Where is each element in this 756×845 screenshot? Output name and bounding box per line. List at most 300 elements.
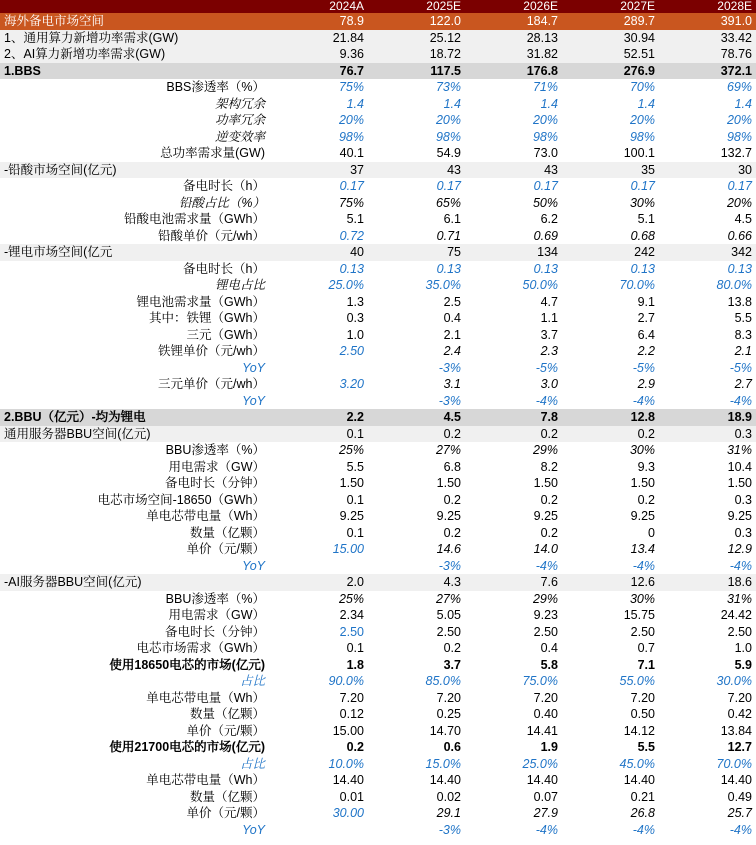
row-value: 1.0	[734, 641, 752, 655]
col-header: 2027E	[620, 0, 655, 13]
row-value: 3.7	[443, 657, 461, 672]
row-value: 0.2	[540, 525, 558, 540]
row-value: 0.50	[630, 707, 655, 721]
row-value: 50%	[532, 195, 558, 210]
row-value: 14.40	[623, 773, 655, 787]
table-row	[0, 360, 756, 377]
row-value: 2.50	[436, 624, 461, 639]
row-value: 4.5	[443, 410, 461, 424]
row-value: 5.9	[734, 657, 752, 672]
row-value: 6.1	[443, 212, 461, 226]
row-value: 1.4	[443, 96, 461, 111]
row-label: 1.BBS	[4, 63, 41, 78]
row-value: 98%	[629, 129, 655, 144]
row-value: 0.3	[734, 426, 752, 441]
row-label: 1、通用算力新增功率需求(GW)	[4, 30, 179, 45]
row-value: 0.2	[637, 492, 655, 507]
row-value: 0.25	[436, 707, 461, 721]
row-value: -4%	[632, 393, 655, 408]
row-value: -4%	[729, 822, 752, 837]
row-value: 7.20	[727, 690, 752, 705]
row-value: 98%	[435, 129, 461, 144]
row-value: 342	[731, 245, 752, 259]
row-value: 0.3	[734, 525, 752, 540]
col-header: 2025E	[426, 0, 461, 13]
table-row	[0, 673, 756, 690]
row-value: -4%	[729, 558, 752, 573]
table-row	[0, 508, 756, 525]
row-label: YoY	[242, 393, 265, 408]
row-label: 总功率需求量(GW)	[160, 146, 265, 160]
row-value: 90.0%	[328, 674, 364, 688]
row-value: 25%	[338, 591, 364, 606]
row-value: 0.66	[727, 228, 752, 243]
row-value: 2.1	[734, 344, 752, 358]
row-value: 0.02	[436, 789, 461, 804]
row-value: -3%	[438, 558, 461, 573]
table-row	[0, 96, 756, 113]
row-value: -5%	[535, 360, 558, 375]
row-value: 27%	[435, 591, 461, 606]
table-row	[0, 459, 756, 476]
row-value: 2.3	[540, 344, 558, 358]
row-label: YoY	[242, 822, 265, 837]
table-row	[0, 46, 756, 63]
row-value: 3.1	[443, 377, 461, 391]
row-label: 使用18650电芯的市场(亿元)	[109, 657, 265, 672]
row-value: 9.1	[637, 294, 655, 309]
row-value: 9.25	[727, 509, 752, 523]
row-value: 0.1	[346, 492, 364, 507]
row-value: 0	[648, 525, 655, 540]
row-value: 2.50	[727, 624, 752, 639]
row-value: 20%	[338, 113, 364, 127]
row-value: 50.0%	[522, 278, 558, 292]
row-value: 30%	[629, 443, 655, 457]
row-value: 20%	[726, 113, 752, 127]
table-row	[0, 558, 756, 575]
row-label: BBU渗透率（%）	[165, 591, 265, 606]
table-row	[0, 657, 756, 674]
row-value: 4.5	[734, 212, 752, 226]
row-value: 30%	[629, 591, 655, 606]
row-value: 9.25	[533, 509, 558, 523]
row-label: 海外备电市场空间	[4, 14, 105, 28]
row-value: 65%	[435, 195, 461, 210]
row-value: -4%	[535, 558, 558, 573]
row-value: 0.69	[533, 228, 558, 243]
row-value: 5.8	[540, 657, 558, 672]
row-value: 7.8	[540, 410, 558, 424]
row-value: 0.17	[533, 179, 558, 193]
row-label: 数量（亿颗）	[189, 707, 265, 721]
row-label: -AI服务器BBU空间(亿元)	[4, 575, 142, 589]
row-value: 0.12	[339, 707, 364, 721]
table-row	[0, 211, 756, 228]
table-row	[0, 525, 756, 542]
row-value: 75	[447, 245, 461, 259]
row-value: -5%	[632, 360, 655, 375]
row-label: 逆变效率	[214, 129, 265, 144]
row-value: 54.9	[436, 146, 461, 160]
row-label: 铅酸单价（元/wh）	[158, 228, 265, 243]
row-label: BBU渗透率（%）	[165, 443, 265, 457]
row-value: 14.12	[623, 723, 655, 738]
row-value: 2.50	[339, 344, 364, 358]
row-value: 0.17	[339, 179, 364, 193]
table-row	[0, 442, 756, 459]
row-value: 13.8	[727, 294, 752, 309]
row-value: 1.50	[727, 476, 752, 490]
row-value: 1.4	[540, 96, 558, 111]
row-value: 289.7	[623, 14, 655, 28]
row-label: 数量（亿颗）	[189, 789, 265, 804]
table-row	[0, 475, 756, 492]
row-value: 0.2	[443, 492, 461, 507]
table-row	[0, 112, 756, 129]
row-value: 20%	[532, 113, 558, 127]
row-label: YoY	[242, 558, 265, 573]
row-value: 1.0	[346, 327, 364, 342]
row-value: 35.0%	[425, 278, 461, 292]
row-label: 单电芯带电量（Wh）	[146, 509, 265, 523]
row-value: 20%	[726, 195, 752, 210]
table-row	[0, 541, 756, 558]
row-value: 0.17	[436, 179, 461, 193]
row-value: 0.2	[637, 426, 655, 441]
table-row	[0, 789, 756, 806]
row-value: 0.4	[443, 311, 461, 325]
row-value: 21.84	[332, 30, 364, 45]
table-row	[0, 277, 756, 294]
row-value: 9.25	[436, 509, 461, 523]
row-value: 276.9	[623, 63, 655, 78]
row-value: 0.6	[443, 740, 461, 754]
row-label: 备电时长（h）	[183, 261, 265, 276]
row-value: 71%	[532, 80, 558, 94]
row-value: 0.01	[339, 789, 364, 804]
row-label: 数量（亿颗）	[189, 525, 265, 540]
col-header: 2026E	[523, 0, 558, 13]
row-value: 76.7	[339, 63, 364, 78]
table-row	[0, 195, 756, 212]
row-value: 28.13	[526, 30, 558, 45]
row-label: 锂电池需求量（GWh）	[136, 294, 265, 309]
row-value: 2.0	[346, 575, 364, 589]
row-label: 备电时长（分钟）	[164, 476, 265, 490]
row-value: 1.50	[533, 476, 558, 490]
table-row	[0, 376, 756, 393]
row-value: 15.00	[332, 542, 364, 556]
row-value: 85.0%	[425, 674, 461, 688]
row-value: 31%	[726, 443, 752, 457]
row-value: 5.05	[436, 608, 461, 622]
row-value: 184.7	[526, 14, 558, 28]
row-value: 6.8	[443, 459, 461, 474]
row-label: 电芯市场需求（GWh）	[136, 641, 265, 655]
row-value: 0.71	[436, 228, 461, 243]
row-value: 2.2	[346, 410, 364, 424]
table-row	[0, 640, 756, 657]
row-value: 0.2	[443, 641, 461, 655]
row-value: 2.2	[637, 344, 655, 358]
row-label: 用电需求（GW）	[168, 608, 265, 622]
row-label: 占比	[239, 756, 265, 771]
row-value: 1.4	[734, 96, 752, 111]
row-value: 100.1	[623, 146, 655, 160]
row-value: 27%	[435, 443, 461, 457]
row-value: 12.7	[727, 740, 752, 754]
row-label: 单电芯带电量（Wh）	[146, 690, 265, 705]
header-corner	[0, 0, 271, 13]
row-label: 单价（元/颗）	[186, 806, 265, 820]
row-value: 18.6	[727, 575, 752, 589]
row-value: 2.7	[734, 377, 752, 391]
row-value: 43	[544, 162, 558, 177]
table-row	[0, 63, 756, 80]
table-row	[0, 574, 756, 591]
row-value: 7.20	[630, 690, 655, 705]
row-label: -锂电市场空间(亿元	[4, 245, 113, 259]
row-value: 13.84	[720, 723, 752, 738]
row-value: 98%	[726, 129, 752, 144]
row-value: 391.0	[720, 14, 752, 28]
row-value: 14.40	[526, 773, 558, 787]
row-value: 1.3	[346, 294, 364, 309]
row-value: 14.70	[429, 723, 461, 738]
row-value: -3%	[438, 822, 461, 837]
row-value: 15.75	[623, 608, 655, 622]
row-value: 12.8	[630, 410, 655, 424]
row-value: 0.4	[540, 641, 558, 655]
row-value	[271, 558, 368, 575]
row-value: 9.25	[630, 509, 655, 523]
row-value: 10.0%	[328, 756, 364, 771]
row-value: 12.9	[727, 542, 752, 556]
row-value: 0.13	[533, 261, 558, 276]
row-value: 70%	[629, 80, 655, 94]
row-label: 2、AI算力新增功率需求(GW)	[4, 47, 166, 61]
row-value: 3.7	[540, 327, 558, 342]
row-value: 2.5	[443, 294, 461, 309]
row-value: 5.1	[346, 212, 364, 226]
row-value: 0.68	[630, 228, 655, 243]
row-value: 24.42	[720, 608, 752, 622]
row-value: 0.42	[727, 707, 752, 721]
row-value: 14.0	[533, 542, 558, 556]
row-value: 13.4	[630, 542, 655, 556]
row-value: 0.7	[637, 641, 655, 655]
row-value: 14.40	[429, 773, 461, 787]
row-value: 73.0	[533, 146, 558, 160]
row-value: 0.2	[540, 492, 558, 507]
row-value: 30.94	[623, 30, 655, 45]
row-value: 27.9	[533, 806, 558, 820]
row-value: 0.1	[346, 426, 364, 441]
table-row	[0, 327, 756, 344]
row-label: 架构冗余	[214, 96, 265, 111]
row-value: 43	[447, 162, 461, 177]
row-value	[271, 360, 368, 377]
row-label: 锂电占比	[214, 278, 265, 292]
table-body	[0, 13, 756, 838]
row-value: 0.13	[436, 261, 461, 276]
row-value: 7.20	[436, 690, 461, 705]
table-row	[0, 228, 756, 245]
table-row	[0, 79, 756, 96]
row-value: 98%	[338, 129, 364, 144]
row-value: 0.07	[533, 789, 558, 804]
row-value: 2.4	[443, 344, 461, 358]
row-value: 3.0	[540, 377, 558, 391]
row-label: 用电需求（GW）	[168, 459, 265, 474]
row-value: 1.50	[436, 476, 461, 490]
row-label: 占比	[239, 674, 265, 688]
row-value: 70.0%	[716, 756, 752, 771]
row-value: 1.1	[540, 311, 558, 325]
row-label: 其中：铁锂（GWh）	[149, 311, 265, 325]
row-value: 0.2	[346, 740, 364, 754]
row-value: 25.7	[727, 806, 752, 820]
row-value: 9.23	[533, 608, 558, 622]
row-value: 9.25	[339, 509, 364, 523]
row-value: 33.42	[720, 30, 752, 45]
row-value: 122.0	[429, 14, 461, 28]
table-row	[0, 624, 756, 641]
row-value: 55.0%	[619, 674, 655, 688]
row-label: 单电芯带电量（Wh）	[146, 773, 265, 787]
row-value: 30	[738, 162, 752, 177]
row-value: 7.1	[637, 657, 655, 672]
table-row	[0, 492, 756, 509]
row-label: -铅酸市场空间(亿元)	[4, 162, 117, 177]
row-value: 73%	[435, 80, 461, 94]
row-value: 25.12	[429, 30, 461, 45]
row-value: 8.2	[540, 459, 558, 474]
row-value: 18.9	[727, 410, 752, 424]
row-value: 4.7	[540, 294, 558, 309]
row-value: 0.2	[443, 426, 461, 441]
row-value: 7.20	[339, 690, 364, 705]
row-value	[271, 822, 368, 839]
table-row	[0, 129, 756, 146]
row-value: 0.13	[630, 261, 655, 276]
row-value: 30.00	[332, 806, 364, 820]
row-value: 30%	[629, 195, 655, 210]
row-value: 98%	[532, 129, 558, 144]
row-value: 2.9	[637, 377, 655, 391]
row-label: 通用服务器BBU空间(亿元)	[4, 426, 151, 441]
row-label: 备电时长（h）	[183, 179, 265, 193]
row-value: 20%	[435, 113, 461, 127]
row-value: 25%	[338, 443, 364, 457]
row-value: 14.41	[526, 723, 558, 738]
table-row	[0, 426, 756, 443]
table-row	[0, 145, 756, 162]
table-row	[0, 310, 756, 327]
row-value	[271, 393, 368, 410]
row-value: 12.6	[630, 575, 655, 589]
row-value: 80.0%	[716, 278, 752, 292]
row-value: 1.50	[339, 476, 364, 490]
row-label: 三元（GWh）	[186, 327, 265, 342]
row-value: 0.49	[727, 789, 752, 804]
row-value: 2.50	[533, 624, 558, 639]
row-value: 25.0%	[522, 756, 558, 771]
row-label: 使用21700电芯的市场(亿元)	[109, 740, 265, 754]
row-value: 0.17	[630, 179, 655, 193]
row-value: 14.40	[720, 773, 752, 787]
row-value: 31.82	[526, 47, 558, 61]
row-value: 2.7	[637, 311, 655, 325]
row-label: 铅酸电池需求量（GWh）	[124, 212, 265, 226]
table-row	[0, 607, 756, 624]
row-value: 0.13	[339, 261, 364, 276]
row-value: 5.5	[346, 459, 364, 474]
row-value: 40.1	[339, 146, 364, 160]
row-value: 29%	[532, 591, 558, 606]
row-value: 26.8	[630, 806, 655, 820]
row-value: 15.0%	[425, 756, 461, 771]
row-value: 69%	[726, 80, 752, 94]
table-row	[0, 822, 756, 839]
row-value: 70.0%	[619, 278, 655, 292]
row-value: 242	[634, 245, 655, 259]
row-value: 45.0%	[619, 756, 655, 771]
row-value: 29.1	[436, 806, 461, 820]
row-value: 0.1	[346, 525, 364, 540]
row-value: 75.0%	[522, 674, 558, 688]
row-value: 1.9	[540, 740, 558, 754]
row-label: BBS渗透率（%）	[166, 80, 265, 94]
row-value: -3%	[438, 393, 461, 408]
row-value: 0.2	[540, 426, 558, 441]
table-row	[0, 178, 756, 195]
row-label: 铅酸占比（%）	[178, 195, 265, 210]
row-value: 14.40	[332, 773, 364, 787]
row-label: 备电时长（分钟）	[164, 624, 265, 639]
row-value: 0.17	[727, 179, 752, 193]
row-value: -3%	[438, 360, 461, 375]
row-value: -5%	[729, 360, 752, 375]
row-value: 134	[537, 245, 558, 259]
row-value: 29%	[532, 443, 558, 457]
table-row	[0, 690, 756, 707]
table-row	[0, 805, 756, 822]
row-value: 7.6	[540, 575, 558, 589]
row-value: 2.50	[339, 624, 364, 639]
row-value: 0.3	[346, 311, 364, 325]
table-row	[0, 723, 756, 740]
row-value: 0.13	[727, 261, 752, 276]
row-value: 75%	[338, 80, 364, 94]
row-value: 10.4	[727, 459, 752, 474]
table-row	[0, 591, 756, 608]
col-header: 2024A	[329, 0, 364, 13]
row-value: 372.1	[720, 63, 752, 78]
row-label: 2.BBU（亿元）-均为锂电	[4, 410, 146, 424]
row-value: 25.0%	[328, 278, 364, 292]
row-value: 5.1	[637, 212, 655, 226]
row-label: 铁锂单价（元/wh）	[158, 344, 265, 358]
row-value: 52.51	[623, 47, 655, 61]
row-value: 0.21	[630, 789, 655, 804]
row-value: 6.4	[637, 327, 655, 342]
row-value: 0.72	[339, 228, 364, 243]
row-value: 37	[350, 162, 364, 177]
row-value: 0.40	[533, 707, 558, 721]
table-row	[0, 706, 756, 723]
